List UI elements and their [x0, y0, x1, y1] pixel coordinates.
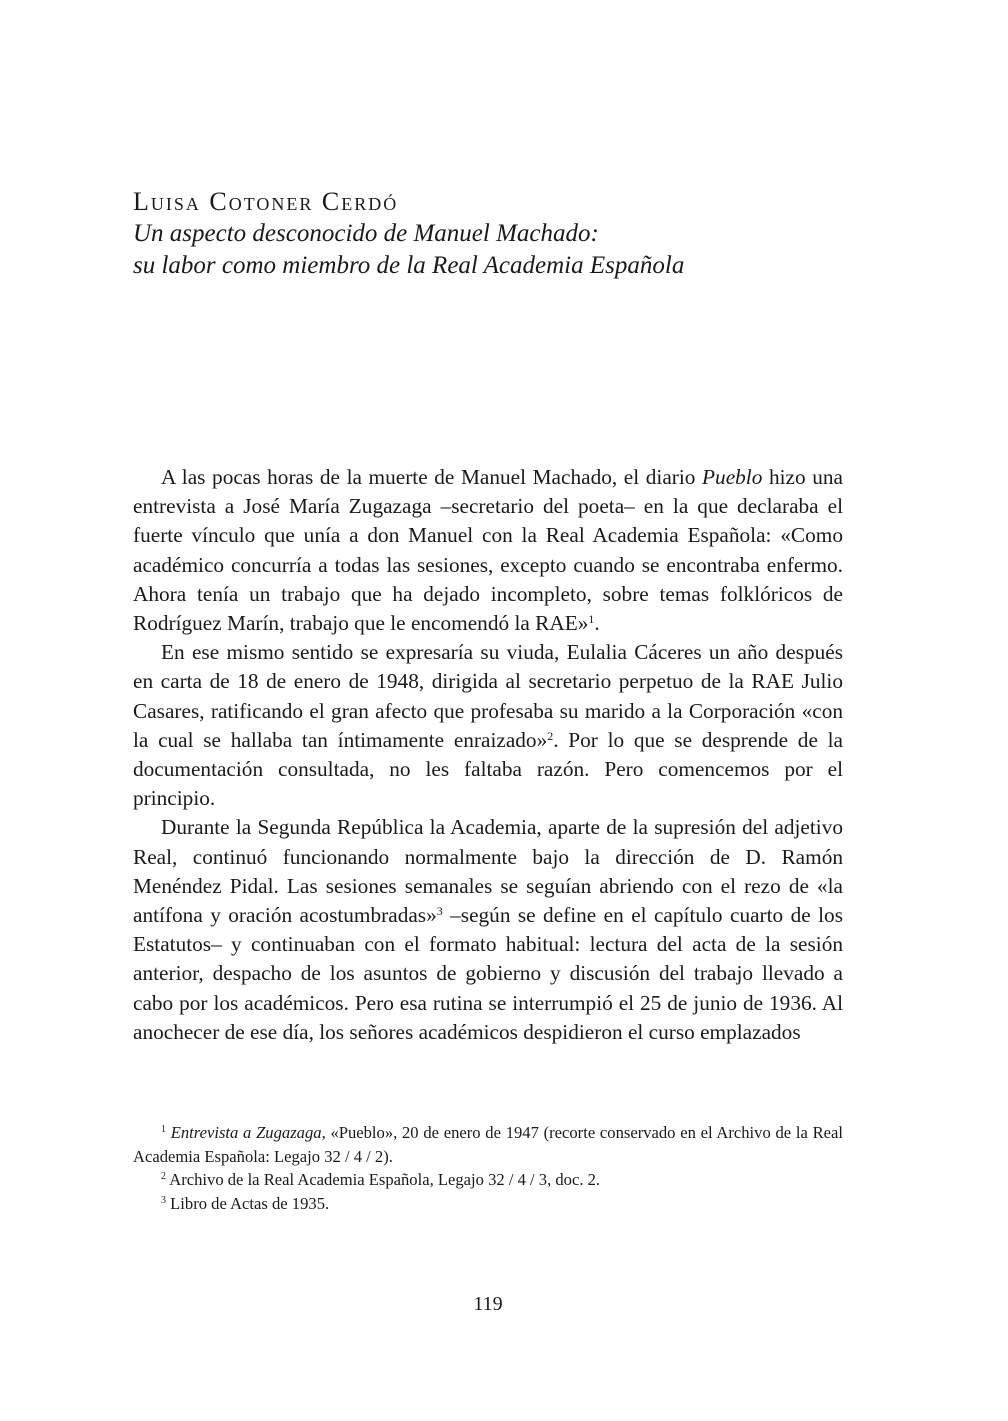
footnote-number: 2	[161, 1171, 166, 1183]
footnote-1	[133, 1121, 843, 1168]
footnotes	[133, 1121, 843, 1215]
footnote-italic-title: Entrevista a Zugazaga	[170, 1123, 322, 1142]
footnote-text: Archivo de la Real Academia Española, Legajo 32 / 4 / 3, doc. 2.	[169, 1170, 601, 1190]
footnote-number: 1	[161, 1124, 166, 1135]
paragraph-text: hizo una entrevista a José María Zugazaga –secretario del poeta– en la que declaraba el fuerte vínculo que unía a don Manuel con la Real Academia Española: «Como académico concurría a todas las sesiones, excepto cuando se encontraba enfermo. Ahora tenía un trabajo que ha dejado incompleto, sobre temas folklóricos de Rodríguez Marín, trabajo que le encomendó la RAE»	[133, 465, 843, 636]
chapter-header	[133, 186, 893, 282]
paragraph-text: . Por lo que se desprende de la documentación consultada, no les faltaba razón. Pero comencemos por el principio.	[133, 727, 843, 811]
footnote-2	[133, 1168, 843, 1192]
page-number: 119	[473, 1293, 503, 1315]
footnote-ref-3: 3	[436, 904, 443, 919]
author-name: Luisa Cotoner Cerdó	[133, 187, 399, 216]
paragraph-2	[133, 638, 843, 813]
chapter-title-line-2: su labor como miembro de la Real Academia Española	[133, 252, 685, 279]
paragraph-text: –según se define en el capítulo cuarto de los Estatutos– y continuaban con el formato habitual: lectura del acta de la sesión anterior, despacho de los asuntos de gobierno y discusión del trabajo llevado a cabo por los académicos. Pero esa rutina se interrumpió el 25 de junio de 1936. Al anochecer de ese día, los señores académicos despidieron el curso emplazados	[133, 903, 843, 1044]
paragraph-3	[133, 813, 843, 1047]
footnote-ref-1: 1	[588, 612, 595, 627]
paragraph-text: A las pocas horas de la muerte de Manuel Machado, el diario	[161, 465, 703, 489]
footnote-ref-2: 2	[547, 728, 554, 743]
body-text	[133, 463, 843, 1047]
footnote-text: Libro de Actas de 1935.	[170, 1193, 330, 1213]
newspaper-title: Pueblo	[702, 465, 763, 489]
paragraph-1	[133, 463, 843, 638]
footnote-number: 3	[161, 1194, 166, 1206]
footnote-3	[133, 1192, 843, 1216]
paragraph-text: Durante la Segunda República la Academia, aparte de la supresión del adjetivo Real, continuó funcionando normalmente bajo la dirección de D. Ramón Menéndez Pidal. Las sesiones semanales se seguían abriendo con el rezo de «la antífona y oración acostumbradas»	[133, 815, 843, 928]
footnote-text: , «Pueblo», 20 de enero de 1947 (recorte conservado en el Archivo de la Real Academia Española: Legajo 32 / 4 / 2).	[133, 1123, 843, 1166]
paragraph-text: .	[594, 611, 600, 636]
paragraph-text: En ese mismo sentido se expresaría su viuda, Eulalia Cáceres un año después en carta de 18 de enero de 1948, dirigida al secretario perpetuo de la RAE Julio Casares, ratificando el gran afecto que profesaba su marido a la Corporación «con la cual se hallaba tan íntimamente enraizado»	[133, 640, 843, 752]
chapter-title-line-1: Un aspecto desconocido de Manuel Machado:	[133, 220, 599, 247]
